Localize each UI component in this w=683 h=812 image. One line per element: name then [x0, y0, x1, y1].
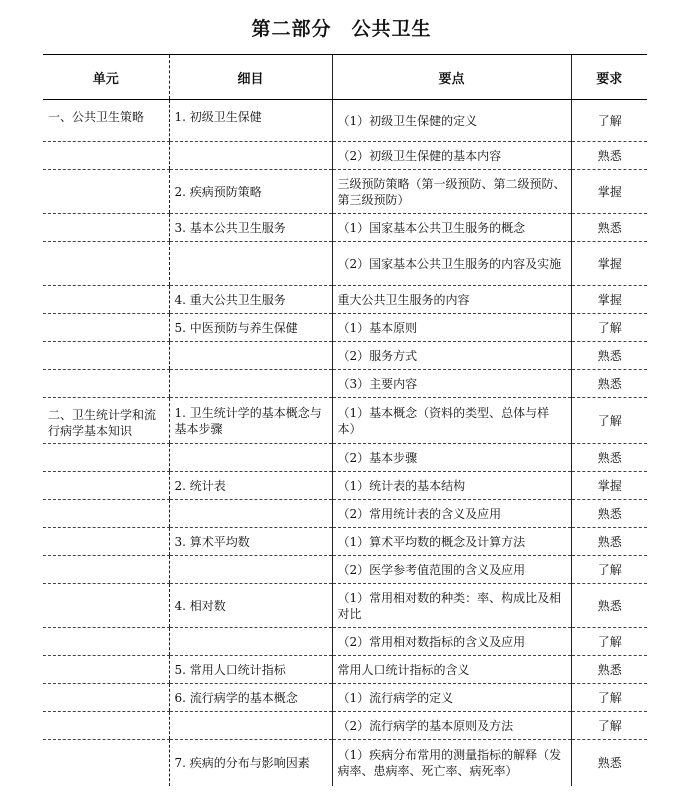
requirement-cell: 了解: [571, 628, 647, 656]
requirement-cell: 了解: [571, 684, 647, 712]
table-row: [43, 500, 647, 528]
unit-cell: [43, 656, 169, 684]
unit-cell: [43, 242, 169, 286]
table-row: [43, 242, 647, 286]
point-cell: 常用人口统计指标的含义: [332, 656, 571, 684]
requirement-cell: 熟悉: [571, 740, 647, 786]
unit-cell: [43, 584, 169, 628]
item-cell: [169, 370, 332, 398]
requirement-cell: 了解: [571, 398, 647, 444]
unit-cell: [43, 556, 169, 584]
unit-cell: [43, 528, 169, 556]
unit-cell: [43, 370, 169, 398]
requirement-cell: 了解: [571, 100, 647, 142]
item-cell: 1. 卫生统计学的基本概念与基本步骤: [169, 398, 332, 444]
table-row: [43, 556, 647, 584]
table-row: [43, 214, 647, 242]
item-cell: [169, 142, 332, 170]
point-cell: （2）流行病学的基本原则及方法: [332, 712, 571, 740]
table-row: [43, 528, 647, 556]
requirement-cell: 熟悉: [571, 142, 647, 170]
table-row: [43, 684, 647, 712]
unit-cell: [43, 500, 169, 528]
unit-cell: [43, 472, 169, 500]
point-cell: （1）基本概念（资料的类型、总体与样本）: [332, 398, 571, 444]
point-cell: （1）统计表的基本结构: [332, 472, 571, 500]
unit-cell: [43, 170, 169, 214]
requirement-cell: 熟悉: [571, 528, 647, 556]
requirement-cell: 熟悉: [571, 500, 647, 528]
requirement-cell: 掌握: [571, 472, 647, 500]
item-cell: 3. 算术平均数: [169, 528, 332, 556]
unit-cell: [43, 142, 169, 170]
table-row: [43, 740, 647, 786]
header-requirement: 要求: [571, 55, 647, 100]
table-row: [43, 314, 647, 342]
point-cell: （1）流行病学的定义: [332, 684, 571, 712]
header-unit: 单元: [43, 55, 169, 100]
requirement-cell: 了解: [571, 314, 647, 342]
unit-cell: 二、卫生统计学和流行病学基本知识: [43, 398, 169, 444]
point-cell: （2）常用相对数指标的含义及应用: [332, 628, 571, 656]
point-cell: （1）基本原则: [332, 314, 571, 342]
header-point: 要点: [332, 55, 571, 100]
unit-cell: [43, 342, 169, 370]
requirement-cell: 熟悉: [571, 342, 647, 370]
point-cell: （1）常用相对数的种类：率、构成比及相对比: [332, 584, 571, 628]
unit-cell: [43, 712, 169, 740]
requirement-cell: 熟悉: [571, 370, 647, 398]
table-row: [43, 170, 647, 214]
unit-cell: [43, 286, 169, 314]
table-row: [43, 584, 647, 628]
item-cell: [169, 342, 332, 370]
point-cell: （1）初级卫生保健的定义: [332, 100, 571, 142]
table-row: [43, 628, 647, 656]
item-cell: [169, 556, 332, 584]
unit-cell: [43, 314, 169, 342]
unit-cell: [43, 444, 169, 472]
unit-cell: 一、公共卫生策略: [43, 100, 169, 142]
item-cell: [169, 628, 332, 656]
point-cell: （1）疾病分布常用的测量指标的解释（发病率、患病率、死亡率、病死率）: [332, 740, 571, 786]
point-cell: 重大公共卫生服务的内容: [332, 286, 571, 314]
point-cell: （1）算术平均数的概念及计算方法: [332, 528, 571, 556]
unit-cell: [43, 214, 169, 242]
table-row: [43, 656, 647, 684]
table-row: [43, 100, 647, 142]
item-cell: 2. 统计表: [169, 472, 332, 500]
requirement-cell: 了解: [571, 712, 647, 740]
item-cell: [169, 500, 332, 528]
requirement-cell: 掌握: [571, 286, 647, 314]
item-cell: 7. 疾病的分布与影响因素: [169, 740, 332, 786]
item-cell: 2. 疾病预防策略: [169, 170, 332, 214]
item-cell: 6. 流行病学的基本概念: [169, 684, 332, 712]
item-cell: 3. 基本公共卫生服务: [169, 214, 332, 242]
requirement-cell: 熟悉: [571, 584, 647, 628]
table-row: [43, 142, 647, 170]
point-cell: （1）国家基本公共卫生服务的概念: [332, 214, 571, 242]
point-cell: （2）常用统计表的含义及应用: [332, 500, 571, 528]
point-cell: （2）国家基本公共卫生服务的内容及实施: [332, 242, 571, 286]
requirement-cell: 熟悉: [571, 214, 647, 242]
item-cell: 5. 中医预防与养生保健: [169, 314, 332, 342]
page-title: 第二部分 公共卫生: [251, 18, 432, 40]
table-row: [43, 370, 647, 398]
table-row: [43, 444, 647, 472]
point-cell: （2）初级卫生保健的基本内容: [332, 142, 571, 170]
unit-cell: [43, 684, 169, 712]
point-cell: （2）服务方式: [332, 342, 571, 370]
header-item: 细目: [169, 55, 332, 100]
unit-cell: [43, 740, 169, 786]
unit-cell: [43, 628, 169, 656]
point-cell: 三级预防策略（第一级预防、第二级预防、第三级预防）: [332, 170, 571, 214]
table-row: [43, 398, 647, 444]
requirement-cell: 掌握: [571, 170, 647, 214]
point-cell: （3）主要内容: [332, 370, 571, 398]
item-cell: [169, 712, 332, 740]
point-cell: （2）基本步骤: [332, 444, 571, 472]
requirement-cell: 掌握: [571, 242, 647, 286]
table-row: [43, 342, 647, 370]
item-cell: 5. 常用人口统计指标: [169, 656, 332, 684]
item-cell: 1. 初级卫生保健: [169, 100, 332, 142]
requirement-cell: 了解: [571, 556, 647, 584]
table-row: [43, 712, 647, 740]
requirement-cell: 熟悉: [571, 656, 647, 684]
item-cell: 4. 重大公共卫生服务: [169, 286, 332, 314]
point-cell: （2）医学参考值范围的含义及应用: [332, 556, 571, 584]
item-cell: 4. 相对数: [169, 584, 332, 628]
requirement-cell: 熟悉: [571, 444, 647, 472]
table-row: [43, 286, 647, 314]
syllabus-table: [43, 54, 647, 786]
item-cell: [169, 444, 332, 472]
table-row: [43, 472, 647, 500]
table-header-row: [43, 55, 647, 100]
item-cell: [169, 242, 332, 286]
